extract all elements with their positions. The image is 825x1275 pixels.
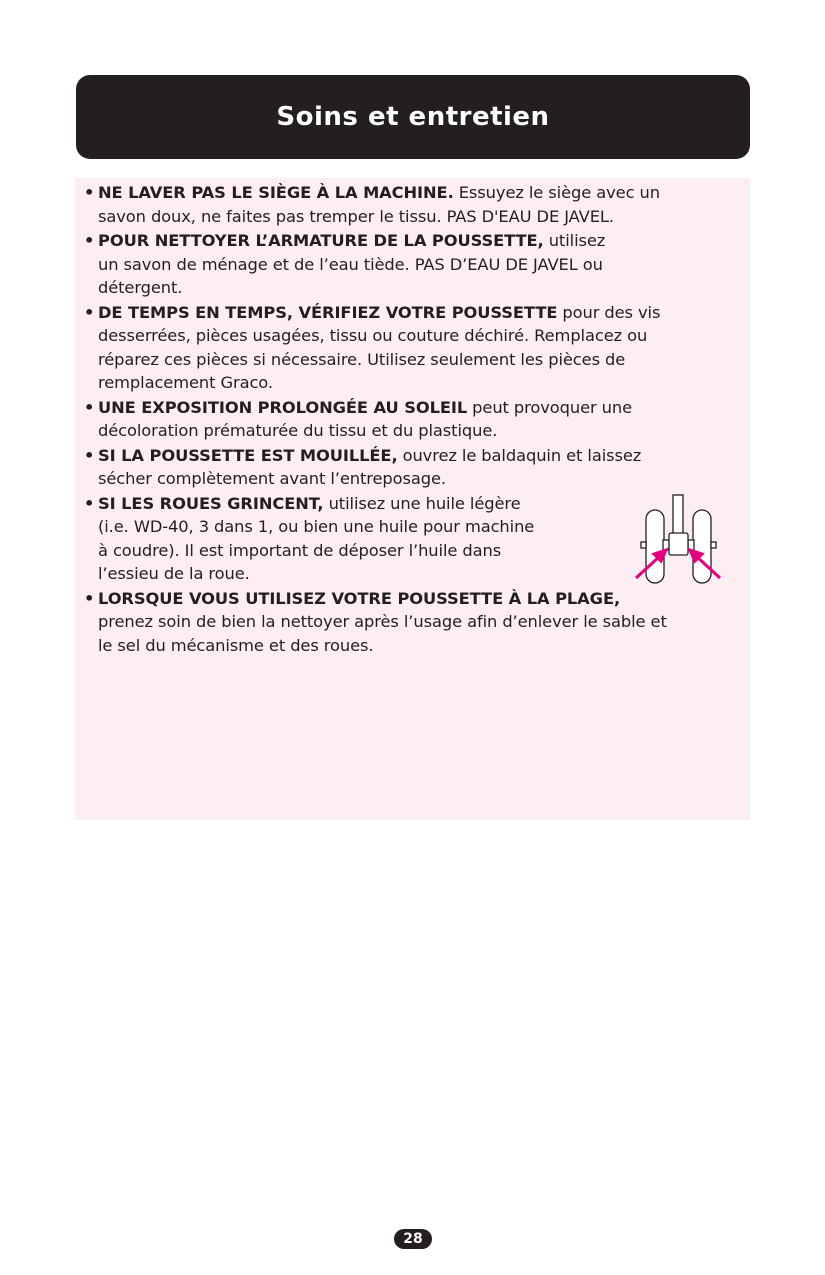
list-item bbox=[75, 229, 745, 300]
item-heading: SI LES ROUES GRINCENT, bbox=[98, 493, 324, 513]
page-title: Soins et entretien bbox=[276, 102, 550, 132]
item-text: Essuyez le siège avec un savon doux, ne faites pas tremper le tissu. PAS D'EAU DE JAVEL. bbox=[98, 183, 660, 226]
item-heading: LORSQUE VOUS UTILISEZ VOTRE POUSSETTE À LA PLAGE, bbox=[98, 588, 621, 608]
wheel-axle-illustration bbox=[620, 490, 750, 590]
item-heading: DE TEMPS EN TEMPS, VÉRIFIEZ VOTRE POUSSETTE bbox=[98, 302, 558, 322]
item-text: pour des vis desserrées, pièces usagées, tissu ou couture déchiré. Remplacez ou réparez ces pièces si nécessaire. Utilisez seulement les pièces de remplacement Graco. bbox=[98, 302, 661, 392]
item-text: ouvrez le baldaquin et laissez sécher complètement avant l’entreposage. bbox=[98, 445, 642, 488]
list-item bbox=[75, 396, 745, 443]
list-item bbox=[75, 444, 745, 491]
item-text: utilisez une huile légère (i.e. WD-40, 3 dans 1, ou bien une huile pour machine à coudre). Il est important de déposer l’huile dans l’essieu de la roue. bbox=[98, 493, 535, 583]
item-heading: UNE EXPOSITION PROLONGÉE AU SOLEIL bbox=[98, 397, 468, 417]
page-number: 28 bbox=[394, 1229, 432, 1249]
list-item bbox=[75, 587, 745, 658]
section-header bbox=[76, 75, 750, 159]
list-item bbox=[75, 301, 745, 395]
list-item bbox=[75, 181, 745, 228]
item-heading: POUR NETTOYER L’ARMATURE DE LA POUSSETTE, bbox=[98, 231, 544, 250]
item-text: prenez soin de bien la nettoyer après l’usage afin d’enlever le sable et le sel du mécanisme et des roues. bbox=[98, 612, 667, 655]
item-text: utilisez un savon de ménage et de l’eau tiède. PAS D’EAU DE JAVEL ou détergent. bbox=[98, 231, 606, 297]
item-text: peut provoquer une décoloration prématurée du tissu et du plastique. bbox=[98, 397, 633, 440]
item-heading: NE LAVER PAS LE SIÈGE À LA MACHINE. bbox=[98, 183, 454, 202]
item-heading: SI LA POUSSETTE EST MOUILLÉE, bbox=[98, 445, 398, 465]
